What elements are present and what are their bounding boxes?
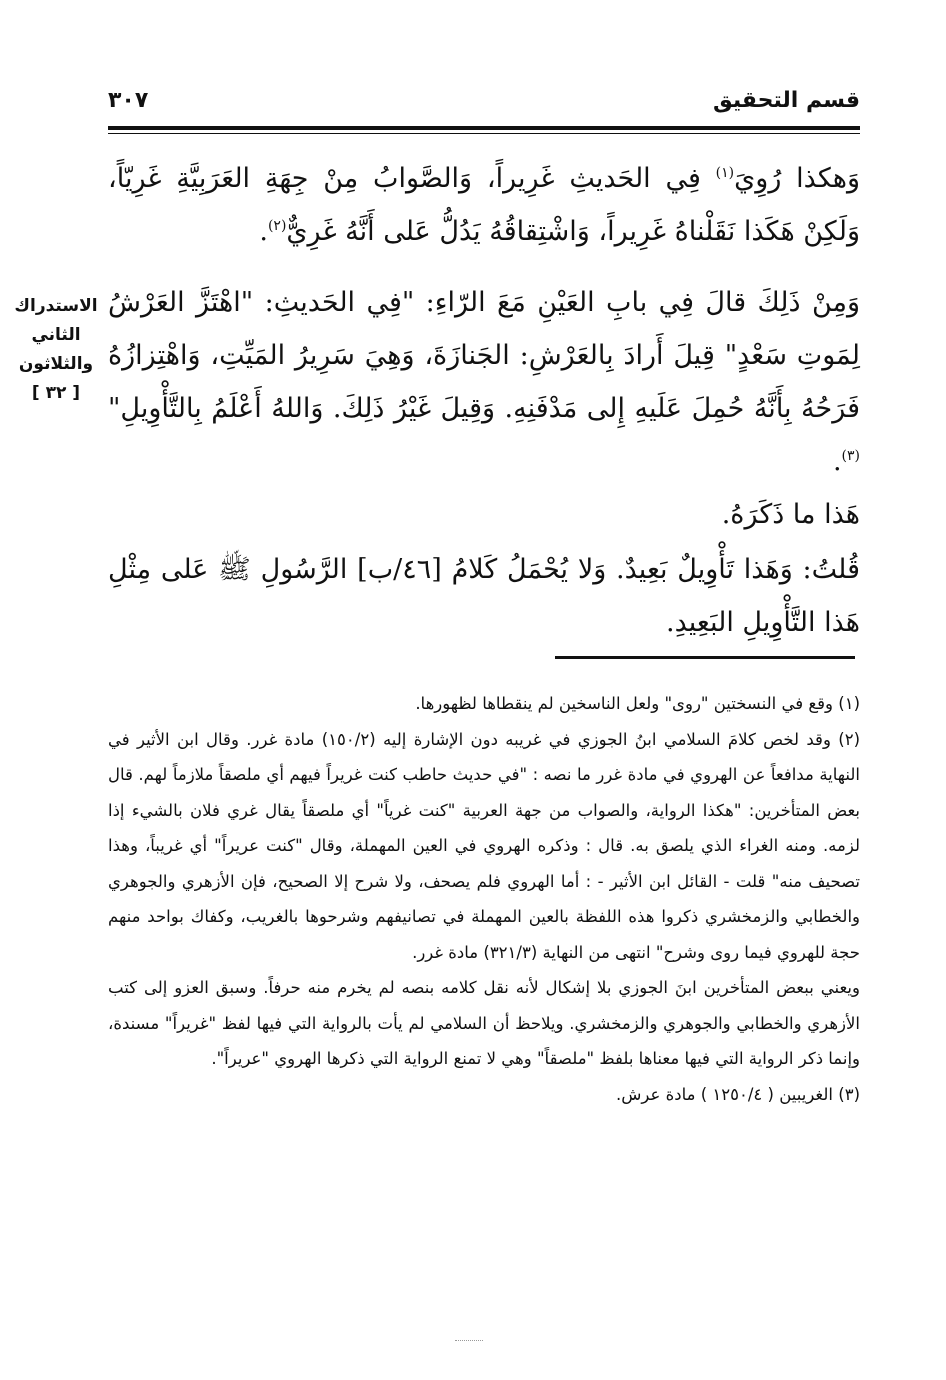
paragraph-2-text: وَمِنْ ذَلِكَ قالَ فِي بابِ العَيْنِ مَعَ الرّاءِ: "فِي الحَديثِ: "اهْتَزَّ العَرْشُ لِمَوتِ سَعْدٍ" قِيلَ أَرادَ بِالعَرْشِ: الجَنازَةَ، وَهِيَ سَرِيرُ المَيِّتِ، وَاهْتِزازُهُ فَرَحُهُ بِأَنَّهُ حُمِلَ عَلَيهِ إِلى مَدْفَنِهِ. وَقِيلَ غَيْرُ ذَلِكَ. وَاللهُ أَعْلَمُ بِالتَّأْوِيلِ" [108, 287, 860, 424]
margin-note-line4: [ ٣٢ ] [31, 383, 81, 403]
page-number: ٣٠٧ [108, 88, 149, 113]
paragraph-1 [108, 152, 860, 258]
footnote-separator [555, 656, 855, 659]
paragraph-3: هَذا ما ذَكَرَهُ. [721, 499, 860, 530]
footnote-ref-2: (٢) [267, 218, 287, 234]
footnote-ref-1: (١) [715, 165, 735, 181]
footnote-2: (٢) وقد لخص كلامَ السلامي ابنُ الجوزي في غريبه دون الإشارة إليه (١٥٠/٢) مادة غرر. وقال ابن الأثير في النهاية مدافعاً عن الهروي في مادة غرر ما نصه : "في حديث حاطب كنت غريراً فيهم أي ملصقاً ملازماً لهم. قال بعض المتأخرين: "هكذا الرواية، والصواب من جهة العربية "كنت غرياً" أي ملصقاً يقال غري فلان بالشيء إذا لزمه. ومنه الغراء الذي يلصق به. قال : وذكره الهروي في العين المهملة، وقال "كنت عريراً" أي غريباً، وهذا تصحيف منه" قلت - القائل ابن الأثير - : أما الهروي فلم يصحف، ولا شرح إلا الصحيح، فإن الأزهري والجوهري والخطابي والزمخشري ذكروا هذه اللفظة بالعين المهملة في تصانيفهم وشرحوها بالغريب، وكفاك بواحد منهم حجة للهروي فيما روى وشرح" انتهى من النهاية (٣٢١/٣) مادة غرر. [108, 729, 860, 962]
section-title: قسم التحقيق [713, 88, 860, 113]
footnote-ref-3: (٣) [841, 448, 860, 464]
margin-note [8, 292, 104, 408]
paragraph-2 [108, 276, 860, 488]
footnote-3: (٣) الغريبين ( ١٢٥٠/٤ ) مادة عرش. [616, 1084, 860, 1104]
main-text [108, 152, 860, 649]
margin-note-line2: الثاني [31, 325, 81, 345]
margin-note-line1: الاستدراك [14, 296, 98, 316]
footnote-2-continuation: ويعني ببعض المتأخرين ابنَ الجوزي بلا إشكال لأنه نقل كلامه بنصه لم يخرم منه حرفاً. وسبق العزو إلى كتب الأزهري والخطابي والجوهري والزمخشري. ويلاحظ أن السلامي لم يأت بالرواية التي فيها لفظ "غريراً" مسندة، وإنما ذكر الرواية التي فيها معناها بلفظ "ملصقاً" وهي لا تمنع الرواية التي ذكرها الهروي "عريراً". [108, 978, 860, 1068]
page-header [108, 82, 860, 124]
paragraph-1-text-b: فِي الحَديثِ غَرِيراً، وَالصَّوابُ مِنْ جِهَةِ العَرَبِيَّةِ غَرِيّاً، وَلَكِنْ هَكَذا نَقَلْناهُ غَرِيراً، وَاشْتِقاقُهُ يَدُلُّ عَلى أَنَّهُ غَرِيٌّ [108, 163, 860, 247]
paragraph-2-end: . [832, 446, 842, 477]
footnotes [108, 686, 860, 1112]
scan-mark [455, 1340, 483, 1347]
header-rule-thick [108, 126, 860, 130]
footnote-1: (١) وقع في النسختين "روى" ولعل الناسخين لم ينقطاها لظهورها. [415, 694, 860, 713]
header-rule-thin [108, 133, 860, 134]
paragraph-1-end: . [259, 216, 268, 247]
paragraph-4: قُلتُ: وَهَذا تَأْوِيلٌ بَعِيدٌ. وَلا يُحْمَلُ كَلامُ [٤٦/ب] الرَّسُولِ ﷺ عَلى مِثْلِ هَذا التَّأْوِيلِ البَعِيدِ. [108, 554, 860, 638]
paragraph-1-text-a: وَهكذا رُوِيَ [734, 163, 861, 194]
margin-note-line3: والثلاثون [18, 354, 94, 374]
